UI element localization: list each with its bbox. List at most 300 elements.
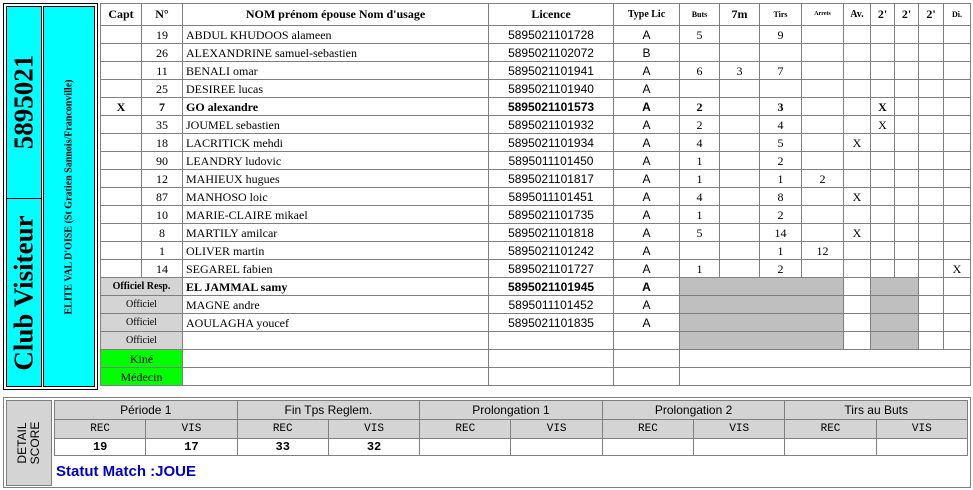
- cell-av: [844, 26, 871, 44]
- cell-2min-2: [895, 152, 919, 170]
- cell-buts: 1: [680, 260, 720, 278]
- cell-2min-1: [871, 152, 895, 170]
- cell-2min-1: [871, 170, 895, 188]
- cell-tirs: 1: [760, 242, 802, 260]
- cell-av: [844, 170, 871, 188]
- score-value-rec: 33: [237, 439, 328, 456]
- official-licence: 5895021101945: [489, 278, 614, 296]
- player-row: [101, 26, 971, 44]
- player-row: [101, 260, 971, 278]
- cell-2min-2: [895, 26, 919, 44]
- cell-2min-2: [895, 98, 919, 116]
- official-role: Officiel Resp.: [101, 278, 183, 296]
- cell-capt: [101, 260, 142, 278]
- score-value-vis: [876, 439, 967, 456]
- cell-2min-2: [895, 170, 919, 188]
- cell-2min-1: [871, 224, 895, 242]
- cell-2min-1: [871, 26, 895, 44]
- cell-tirs: 2: [760, 152, 802, 170]
- cell-tirs: 4: [760, 116, 802, 134]
- official-role: Officiel: [101, 296, 183, 314]
- score-side-rec: REC: [602, 420, 693, 439]
- cell-licence: 5895021101728: [489, 26, 614, 44]
- cell-2min-1: [871, 206, 895, 224]
- official-empty-cell: [919, 332, 944, 350]
- official-empty-cell: [919, 314, 944, 332]
- official-name: MAGNE andre: [183, 296, 489, 314]
- cell-buts: 1: [680, 170, 720, 188]
- cell-di: [944, 152, 971, 170]
- cell-type: A: [614, 242, 680, 260]
- cell-buts: 4: [680, 134, 720, 152]
- cell-2min-3: [919, 98, 944, 116]
- score-side-rec: REC: [785, 420, 876, 439]
- header-licence: Licence: [489, 4, 614, 26]
- cell-2min-3: [919, 206, 944, 224]
- player-row: [101, 188, 971, 206]
- header-buts: Buts: [680, 4, 720, 26]
- cell-7m: [720, 152, 760, 170]
- cell-arrets: [802, 152, 844, 170]
- cell-7m: [720, 188, 760, 206]
- official-empty-cell: [844, 332, 871, 350]
- club-number-area: [7, 7, 41, 197]
- cell-tirs: 5: [760, 134, 802, 152]
- cell-7m: [720, 44, 760, 62]
- cell-2min-1: X: [871, 98, 895, 116]
- cell-type: A: [614, 152, 680, 170]
- cell-di: [944, 224, 971, 242]
- cell-num: 35: [142, 116, 183, 134]
- cell-av: [844, 44, 871, 62]
- cell-name: MANHOSO loic: [183, 188, 489, 206]
- cell-2min-2: [895, 188, 919, 206]
- cell-2min-2: [895, 206, 919, 224]
- cell-tirs: 1: [760, 170, 802, 188]
- score-period-header: Période 1: [55, 401, 238, 420]
- cell-capt: [101, 44, 142, 62]
- staff-empty-block: [680, 368, 971, 386]
- cell-capt: [101, 80, 142, 98]
- cell-arrets: [802, 134, 844, 152]
- official-empty-cell: [919, 296, 944, 314]
- club-title: Club Visiteur: [8, 214, 39, 371]
- cell-tirs: 7: [760, 62, 802, 80]
- cell-capt: [101, 26, 142, 44]
- cell-num: 10: [142, 206, 183, 224]
- official-empty-cell: [944, 314, 971, 332]
- cell-name: MARIE-CLAIRE mikael: [183, 206, 489, 224]
- cell-2min-1: [871, 62, 895, 80]
- player-row: [101, 134, 971, 152]
- cell-name: ABDUL KHUDOOS alameen: [183, 26, 489, 44]
- cell-di: [944, 116, 971, 134]
- player-row: [101, 116, 971, 134]
- cell-num: 26: [142, 44, 183, 62]
- header-2min-3: 2': [919, 4, 944, 26]
- cell-num: 14: [142, 260, 183, 278]
- cell-di: [944, 134, 971, 152]
- staff-empty-block: [680, 350, 971, 368]
- cell-licence: 5895011101451: [489, 188, 614, 206]
- cell-av: [844, 80, 871, 98]
- cell-licence: 5895021101940: [489, 80, 614, 98]
- cell-di: [944, 242, 971, 260]
- cell-arrets: [802, 224, 844, 242]
- cell-2min-3: [919, 170, 944, 188]
- official-type: A: [614, 278, 680, 296]
- cell-licence: 5895011101450: [489, 152, 614, 170]
- cell-licence: 5895021101727: [489, 260, 614, 278]
- official-row: [101, 278, 971, 296]
- cell-di: [944, 44, 971, 62]
- cell-tirs: 8: [760, 188, 802, 206]
- cell-arrets: [802, 116, 844, 134]
- cell-di: [944, 98, 971, 116]
- cell-7m: [720, 116, 760, 134]
- club-title-area: [7, 199, 41, 386]
- player-row: [101, 62, 971, 80]
- cell-licence: 5895021101934: [489, 134, 614, 152]
- cell-capt: [101, 242, 142, 260]
- cell-2min-3: [919, 26, 944, 44]
- score-value-rec: 19: [55, 439, 146, 456]
- cell-arrets: [802, 206, 844, 224]
- cell-2min-3: [919, 224, 944, 242]
- header-7m: 7m: [720, 4, 760, 26]
- cell-di: [944, 170, 971, 188]
- cell-buts: [680, 80, 720, 98]
- cell-name: OLIVER martin: [183, 242, 489, 260]
- cell-arrets: [802, 44, 844, 62]
- official-grey-block: [680, 332, 844, 350]
- detail-label-line-1: DETAIL: [15, 422, 29, 464]
- player-row: [101, 206, 971, 224]
- cell-av: [844, 152, 871, 170]
- player-row: [101, 242, 971, 260]
- official-grey-block: [871, 278, 919, 296]
- header-tirs: Tirs: [760, 4, 802, 26]
- cell-2min-2: [895, 116, 919, 134]
- cell-licence: 5895021101932: [489, 116, 614, 134]
- score-side-vis: VIS: [511, 420, 602, 439]
- cell-licence: 5895021101573: [489, 98, 614, 116]
- cell-7m: [720, 206, 760, 224]
- cell-arrets: 2: [802, 170, 844, 188]
- cell-capt: [101, 134, 142, 152]
- official-name: AOULAGHA youcef: [183, 314, 489, 332]
- cell-name: BENALI omar: [183, 62, 489, 80]
- score-side-vis: VIS: [328, 420, 419, 439]
- official-type: A: [614, 314, 680, 332]
- cell-di: [944, 62, 971, 80]
- cell-av: X: [844, 188, 871, 206]
- cell-2min-3: [919, 80, 944, 98]
- score-side-vis: VIS: [146, 420, 237, 439]
- player-row: [101, 152, 971, 170]
- official-grey-block: [871, 314, 919, 332]
- cell-di: X: [944, 260, 971, 278]
- header-capt: Capt: [101, 4, 142, 26]
- cell-tirs: 2: [760, 206, 802, 224]
- official-empty-cell: [919, 278, 944, 296]
- score-side-rec: REC: [55, 420, 146, 439]
- score-table: [54, 400, 968, 456]
- cell-arrets: [802, 62, 844, 80]
- match-status: Statut Match :JOUE: [56, 463, 197, 480]
- cell-buts: 6: [680, 62, 720, 80]
- cell-num: 87: [142, 188, 183, 206]
- cell-av: [844, 98, 871, 116]
- cell-arrets: [802, 98, 844, 116]
- roster-table: [100, 3, 971, 386]
- official-grey-block: [871, 296, 919, 314]
- header-arrets: Arrets: [802, 4, 844, 26]
- cell-type: A: [614, 260, 680, 278]
- cell-name: MARTILY amilcar: [183, 224, 489, 242]
- cell-name: MAHIEUX hugues: [183, 170, 489, 188]
- official-role: Officiel: [101, 314, 183, 332]
- cell-type: A: [614, 98, 680, 116]
- header-nom: NOM prénom épouse Nom d'usage: [183, 4, 489, 26]
- cell-licence: 5895021101818: [489, 224, 614, 242]
- cell-num: 18: [142, 134, 183, 152]
- score-value-rec: [785, 439, 876, 456]
- cell-type: B: [614, 44, 680, 62]
- cell-2min-2: [895, 62, 919, 80]
- cell-licence: 5895021101817: [489, 170, 614, 188]
- cell-av: [844, 260, 871, 278]
- cell-capt: [101, 62, 142, 80]
- official-empty-cell: [844, 278, 871, 296]
- score-period-header: Prolongation 1: [420, 401, 603, 420]
- cell-di: [944, 80, 971, 98]
- cell-licence: 5895021101242: [489, 242, 614, 260]
- cell-2min-2: [895, 80, 919, 98]
- official-empty-cell: [944, 296, 971, 314]
- cell-buts: [680, 44, 720, 62]
- cell-2min-3: [919, 188, 944, 206]
- cell-2min-2: [895, 134, 919, 152]
- staff-type: [614, 368, 680, 386]
- cell-buts: 5: [680, 224, 720, 242]
- cell-av: X: [844, 224, 871, 242]
- staff-name: [183, 368, 489, 386]
- official-grey-block: [871, 332, 919, 350]
- cell-7m: [720, 80, 760, 98]
- cell-type: A: [614, 170, 680, 188]
- score-value-vis: 32: [328, 439, 419, 456]
- cell-arrets: [802, 80, 844, 98]
- official-type: [614, 332, 680, 350]
- cell-name: SEGAREL fabien: [183, 260, 489, 278]
- cell-7m: [720, 260, 760, 278]
- cell-buts: 4: [680, 188, 720, 206]
- cell-capt: [101, 170, 142, 188]
- staff-licence: [489, 368, 614, 386]
- cell-av: [844, 62, 871, 80]
- staff-row: [101, 368, 971, 386]
- player-row: [101, 98, 971, 116]
- cell-num: 1: [142, 242, 183, 260]
- cell-num: 19: [142, 26, 183, 44]
- cell-7m: [720, 26, 760, 44]
- cell-capt: [101, 206, 142, 224]
- staff-role: Médecin: [101, 368, 183, 386]
- detail-score-label: [6, 400, 52, 486]
- official-grey-block: [680, 278, 844, 296]
- staff-row: [101, 350, 971, 368]
- score-period-header: Prolongation 2: [602, 401, 785, 420]
- roster-body: [101, 26, 971, 386]
- cell-7m: 3: [720, 62, 760, 80]
- cell-2min-1: [871, 80, 895, 98]
- cell-2min-1: [871, 260, 895, 278]
- score-side-vis: VIS: [876, 420, 967, 439]
- cell-buts: 2: [680, 98, 720, 116]
- cell-7m: [720, 134, 760, 152]
- roster-header-row: [101, 4, 971, 26]
- cell-licence: 5895021101941: [489, 62, 614, 80]
- cell-7m: [720, 224, 760, 242]
- cell-buts: 1: [680, 206, 720, 224]
- score-panel: [3, 397, 971, 488]
- score-value-vis: [694, 439, 785, 456]
- cell-2min-1: [871, 44, 895, 62]
- staff-type: [614, 350, 680, 368]
- cell-name: LACRITICK mehdi: [183, 134, 489, 152]
- official-licence: [489, 332, 614, 350]
- cell-num: 90: [142, 152, 183, 170]
- header-di: Di.: [944, 4, 971, 26]
- club-number: 5895021: [8, 54, 39, 150]
- cell-num: 12: [142, 170, 183, 188]
- official-licence: 5895011101452: [489, 296, 614, 314]
- cell-num: 25: [142, 80, 183, 98]
- cell-2min-1: [871, 188, 895, 206]
- header-av: Av.: [844, 4, 871, 26]
- cell-licence: 5895021102072: [489, 44, 614, 62]
- cell-di: [944, 26, 971, 44]
- cell-arrets: [802, 26, 844, 44]
- cell-2min-3: [919, 44, 944, 62]
- score-value-rec: [602, 439, 693, 456]
- cell-type: A: [614, 26, 680, 44]
- cell-capt: [101, 152, 142, 170]
- player-row: [101, 170, 971, 188]
- score-periods-row: [55, 401, 968, 420]
- official-role: Officiel: [101, 332, 183, 350]
- cell-av: X: [844, 134, 871, 152]
- cell-capt: [101, 224, 142, 242]
- staff-role: Kiné: [101, 350, 183, 368]
- player-row: [101, 80, 971, 98]
- cell-2min-2: [895, 242, 919, 260]
- cell-7m: [720, 242, 760, 260]
- official-row: [101, 314, 971, 332]
- cell-av: [844, 242, 871, 260]
- cell-2min-2: [895, 44, 919, 62]
- header-2min-1: 2': [871, 4, 895, 26]
- cell-di: [944, 188, 971, 206]
- official-grey-block: [680, 314, 844, 332]
- cell-type: A: [614, 134, 680, 152]
- official-type: A: [614, 296, 680, 314]
- cell-name: LEANDRY ludovic: [183, 152, 489, 170]
- score-period-header: Fin Tps Reglem.: [237, 401, 420, 420]
- official-grey-block: [680, 296, 844, 314]
- cell-capt: X: [101, 98, 142, 116]
- cell-tirs: 9: [760, 26, 802, 44]
- cell-arrets: [802, 188, 844, 206]
- cell-name: ALEXANDRINE samuel-sebastien: [183, 44, 489, 62]
- cell-tirs: 2: [760, 260, 802, 278]
- cell-2min-3: [919, 62, 944, 80]
- cell-arrets: [802, 260, 844, 278]
- cell-type: A: [614, 188, 680, 206]
- cell-2min-2: [895, 224, 919, 242]
- cell-num: 11: [142, 62, 183, 80]
- player-row: [101, 44, 971, 62]
- cell-2min-3: [919, 260, 944, 278]
- score-value-vis: [511, 439, 602, 456]
- cell-buts: 2: [680, 116, 720, 134]
- official-empty-cell: [844, 296, 871, 314]
- score-value-vis: 17: [146, 439, 237, 456]
- cell-tirs: [760, 80, 802, 98]
- detail-label-line-2: SCORE: [28, 421, 42, 465]
- staff-licence: [489, 350, 614, 368]
- cell-2min-3: [919, 134, 944, 152]
- cell-buts: 1: [680, 152, 720, 170]
- cell-2min-1: [871, 242, 895, 260]
- cell-name: DESIREE lucas: [183, 80, 489, 98]
- cell-2min-3: [919, 242, 944, 260]
- official-row: [101, 332, 971, 350]
- header-num: N°: [142, 4, 183, 26]
- cell-type: A: [614, 206, 680, 224]
- official-empty-cell: [944, 332, 971, 350]
- cell-capt: [101, 188, 142, 206]
- official-name: EL JAMMAL samy: [183, 278, 489, 296]
- official-row: [101, 296, 971, 314]
- cell-name: GO alexandre: [183, 98, 489, 116]
- header-2min-2: 2': [895, 4, 919, 26]
- cell-num: 7: [142, 98, 183, 116]
- cell-type: A: [614, 62, 680, 80]
- cell-tirs: [760, 44, 802, 62]
- score-values-row: [55, 439, 968, 456]
- cell-buts: 5: [680, 26, 720, 44]
- cell-type: A: [614, 116, 680, 134]
- official-name: [183, 332, 489, 350]
- cell-licence: 5895021101735: [489, 206, 614, 224]
- cell-tirs: 3: [760, 98, 802, 116]
- cell-capt: [101, 116, 142, 134]
- cell-av: [844, 206, 871, 224]
- club-panel-right-strip: [43, 6, 95, 387]
- cell-2min-2: [895, 260, 919, 278]
- score-side-rec: REC: [420, 420, 511, 439]
- score-period-header: Tirs au Buts: [785, 401, 968, 420]
- cell-di: [944, 206, 971, 224]
- score-side-rec: REC: [237, 420, 328, 439]
- cell-7m: [720, 170, 760, 188]
- cell-name: JOUMEL sebastien: [183, 116, 489, 134]
- cell-arrets: 12: [802, 242, 844, 260]
- staff-name: [183, 350, 489, 368]
- cell-2min-1: X: [871, 116, 895, 134]
